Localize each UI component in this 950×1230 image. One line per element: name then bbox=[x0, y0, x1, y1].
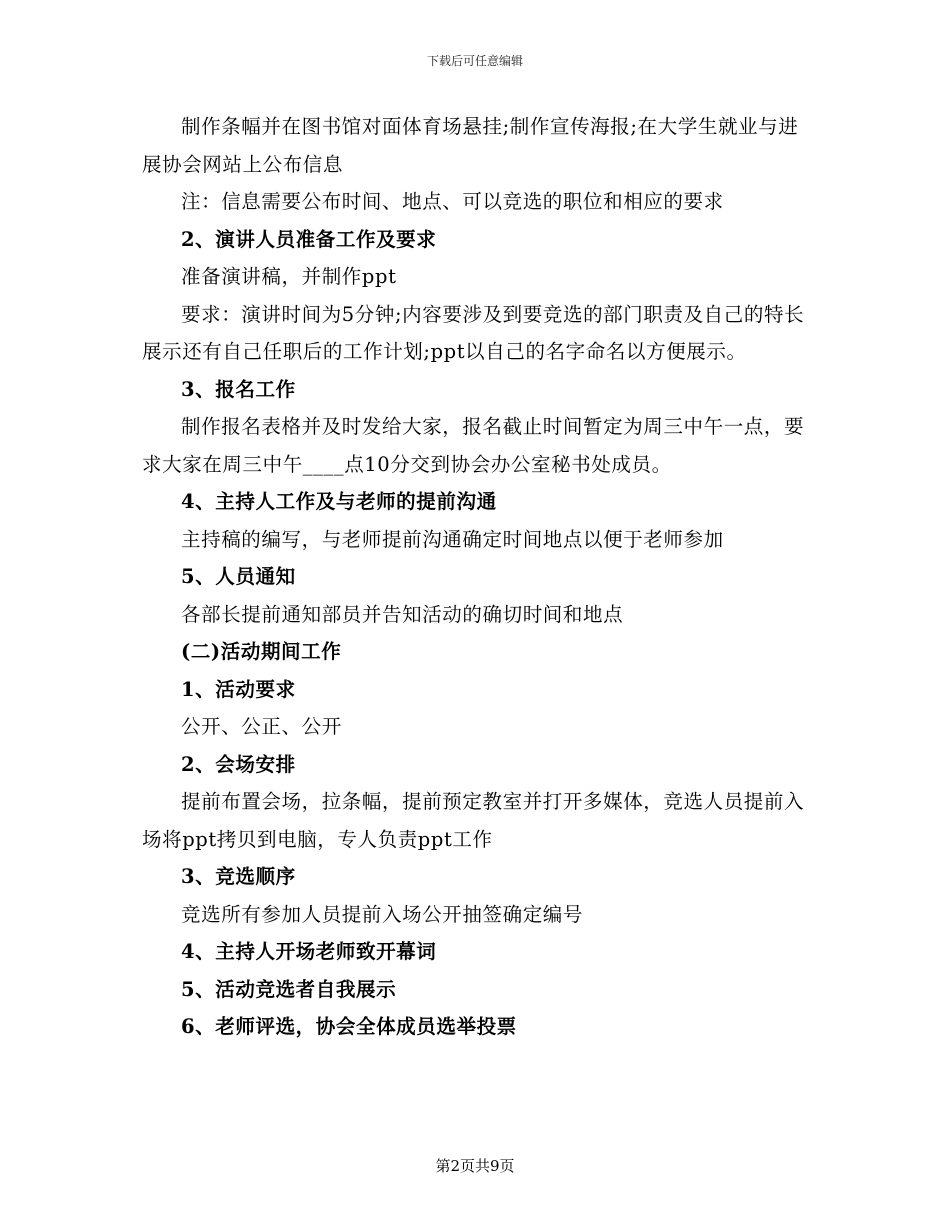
heading-opening-speech: 4、主持人开场老师致开幕词 bbox=[181, 940, 437, 963]
heading-election-order: 3、竞选顺序 bbox=[181, 865, 296, 888]
paragraph-speech-draft: 准备演讲稿，并制作ppt bbox=[181, 265, 397, 288]
paragraph-host-detail: 主持稿的编写，与老师提前沟通确定时间地点以便于老师参加 bbox=[181, 527, 724, 551]
page-header: 下载后可任意编辑 bbox=[426, 54, 523, 68]
paragraph-speech-requirements: 要求：演讲时间为5分钟;内容要涉及到要竞选的部门职责及自己的特长展示还有自己任职后的工作计划;ppt以自己的名字命名以方便展示。 bbox=[142, 302, 805, 363]
heading-venue-arrangement: 2、会场安排 bbox=[181, 752, 296, 776]
document-body bbox=[142, 108, 810, 1046]
heading-self-presentation: 5、活动竞选者自我展示 bbox=[181, 977, 397, 1001]
heading-notification: 5、人员通知 bbox=[181, 565, 296, 588]
heading-speaker-prep: 2、演讲人员准备工作及要求 bbox=[181, 227, 437, 251]
paragraph-info-note: 注：信息需要公布时间、地点、可以竞选的职位和相应的要求 bbox=[181, 190, 724, 213]
paragraph-notification-detail: 各部长提前通知部员并告知活动的确切时间和地点 bbox=[181, 602, 624, 626]
heading-event-requirements: 1、活动要求 bbox=[181, 677, 296, 701]
paragraph-requirements-detail: 公开、公正、公开 bbox=[181, 715, 342, 738]
paragraph-order-detail: 竞选所有参加人员提前入场公开抽签确定编号 bbox=[181, 902, 584, 926]
heading-registration: 3、报名工作 bbox=[181, 377, 296, 401]
paragraph-banner-poster: 制作条幅并在图书馆对面体育场悬挂;制作宣传海报;在大学生就业与进展协会网站上公布信息 bbox=[142, 115, 799, 176]
section-heading-during-event: (二)活动期间工作 bbox=[181, 640, 342, 663]
heading-voting: 6、老师评选，协会全体成员选举投票 bbox=[181, 1015, 517, 1038]
paragraph-registration-detail: 制作报名表格并及时发给大家，报名截止时间暂定为周三中午一点，要求大家在周三中午____点10分交到协会办公室秘书处成员。 bbox=[142, 415, 805, 476]
paragraph-venue-detail: 提前布置会场，拉条幅，提前预定教室并打开多媒体，竞选人员提前入场将ppt拷贝到电脑，专人负责ppt工作 bbox=[142, 790, 805, 851]
page-footer: 第2页共9页 bbox=[435, 1157, 515, 1175]
heading-host-work: 4、主持人工作及与老师的提前沟通 bbox=[181, 490, 497, 513]
